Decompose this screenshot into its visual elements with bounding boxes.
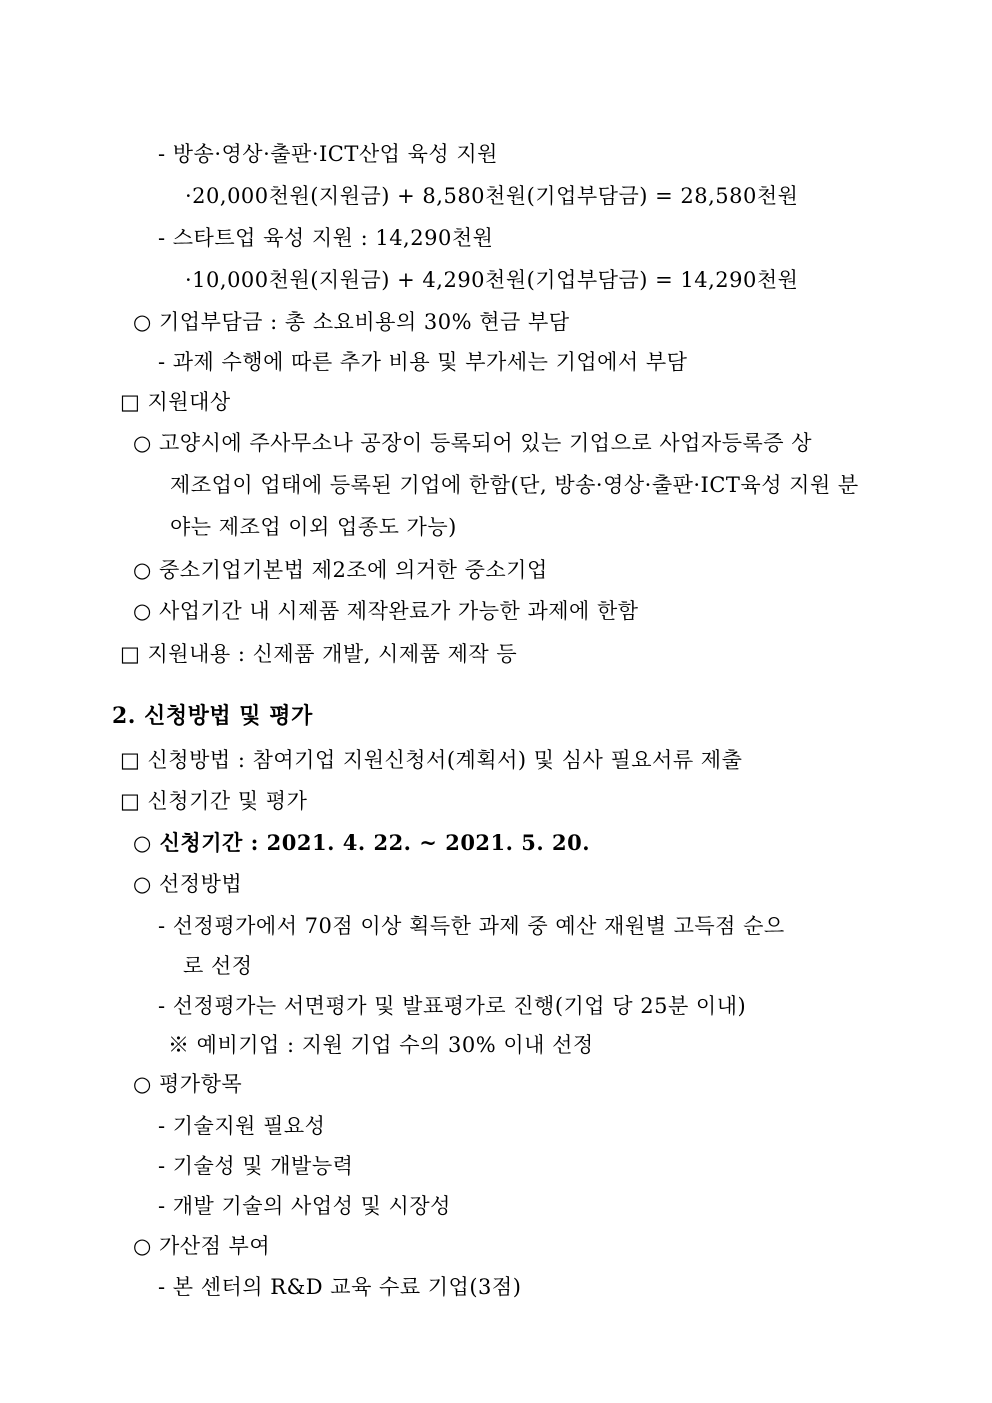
text-line: □ 지원대상 xyxy=(120,390,231,414)
text-line: - 과제 수행에 따른 추가 비용 및 부가세는 기업에서 부담 xyxy=(158,350,688,374)
text-line: ○ 기업부담금 : 총 소요비용의 30% 현금 부담 xyxy=(133,310,570,334)
text-line: ·10,000천원(지원금) + 4,290천원(기업부담금) = 14,290천원 xyxy=(185,268,799,292)
text-line: - 스타트업 육성 지원 : 14,290천원 xyxy=(158,226,494,250)
text-line: ※ 예비기업 : 지원 기업 수의 30% 이내 선정 xyxy=(168,1033,594,1057)
text-line: ○ 사업기간 내 시제품 제작완료가 가능한 과제에 한함 xyxy=(133,599,639,623)
text-line: ·20,000천원(지원금) + 8,580천원(기업부담금) = 28,580천원 xyxy=(185,184,799,208)
text-line: - 본 센터의 R&D 교육 수료 기업(3점) xyxy=(158,1275,522,1299)
text-line: 야는 제조업 이외 업종도 가능) xyxy=(170,515,457,539)
text-line: - 선정평가는 서면평가 및 발표평가로 진행(기업 당 25분 이내) xyxy=(158,994,747,1018)
text-line: □ 신청기간 및 평가 xyxy=(120,789,308,813)
text-line: □ 신청방법 : 참여기업 지원신청서(계획서) 및 심사 필요서류 제출 xyxy=(120,748,743,772)
text-line: ○ 선정방법 xyxy=(133,872,243,896)
text-line: ○ 신청기간 : 2021. 4. 22. ~ 2021. 5. 20. xyxy=(133,830,591,855)
text-line: - 기술성 및 개발능력 xyxy=(158,1154,354,1178)
text-line: ○ 중소기업기본법 제2조에 의거한 중소기업 xyxy=(133,558,548,582)
text-line: ○ 고양시에 주사무소나 공장이 등록되어 있는 기업으로 사업자등록증 상 xyxy=(133,431,813,455)
text-line: - 개발 기술의 사업성 및 시장성 xyxy=(158,1194,451,1218)
text-line: □ 지원내용 : 신제품 개발, 시제품 제작 등 xyxy=(120,642,518,666)
text-line: 로 선정 xyxy=(183,954,253,978)
text-line: - 방송·영상·출판·ICT산업 육성 지원 xyxy=(158,142,498,166)
text-line: ○ 평가항목 xyxy=(133,1072,243,1096)
section-heading: 2. 신청방법 및 평가 xyxy=(112,703,313,729)
text-line: - 기술지원 필요성 xyxy=(158,1114,326,1138)
text-line: 제조업이 업태에 등록된 기업에 한함(단, 방송·영상·출판·ICT육성 지원 분 xyxy=(170,473,859,497)
text-line: ○ 가산점 부여 xyxy=(133,1234,271,1258)
text-line: - 선정평가에서 70점 이상 획득한 과제 중 예산 재원별 고득점 순으 xyxy=(158,914,785,938)
